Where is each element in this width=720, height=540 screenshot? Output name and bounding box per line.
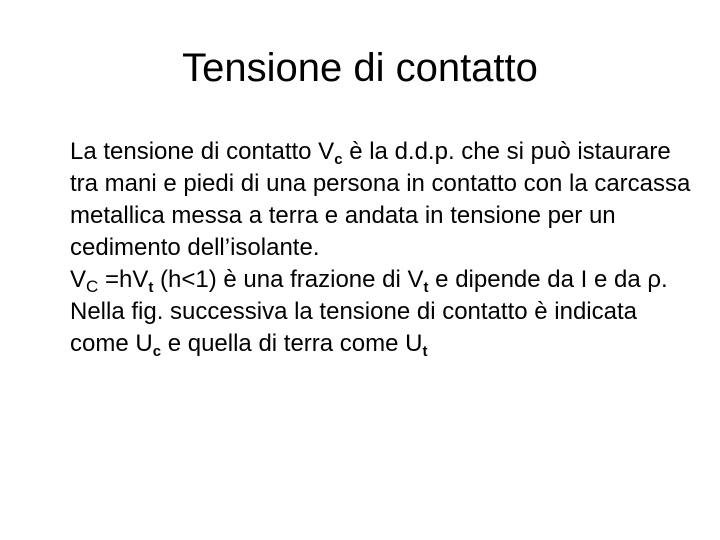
text-segment: V (70, 266, 87, 293)
text-segment: e dipende da I e da ρ. Nella fig. successiva la tensione di contatto è indicata come U (70, 266, 668, 357)
text-segment: è la d.d.p. che si può istaurare tra mani e piedi di una persona in contatto con la carcassa metallica messa a terra e andata in tensione per un cedimento dell’isolante. (70, 138, 691, 261)
paragraph-definition (70, 136, 700, 264)
subscript: C (86, 277, 99, 296)
slide-title: Tensione di contatto (182, 46, 538, 90)
text-segment: e quella di terra come U (161, 330, 423, 357)
subscript: c (334, 151, 343, 168)
subscript: c (152, 343, 162, 360)
subscript: t (148, 279, 154, 296)
text-segment: La tensione di contatto V (70, 138, 335, 165)
text-segment: (h<1) è una frazione di V (153, 266, 424, 293)
subscript: t (423, 279, 429, 296)
text-segment: =hV (98, 266, 149, 293)
slide-body (70, 136, 700, 360)
paragraph-formula (70, 264, 700, 360)
subscript: t (422, 343, 428, 360)
